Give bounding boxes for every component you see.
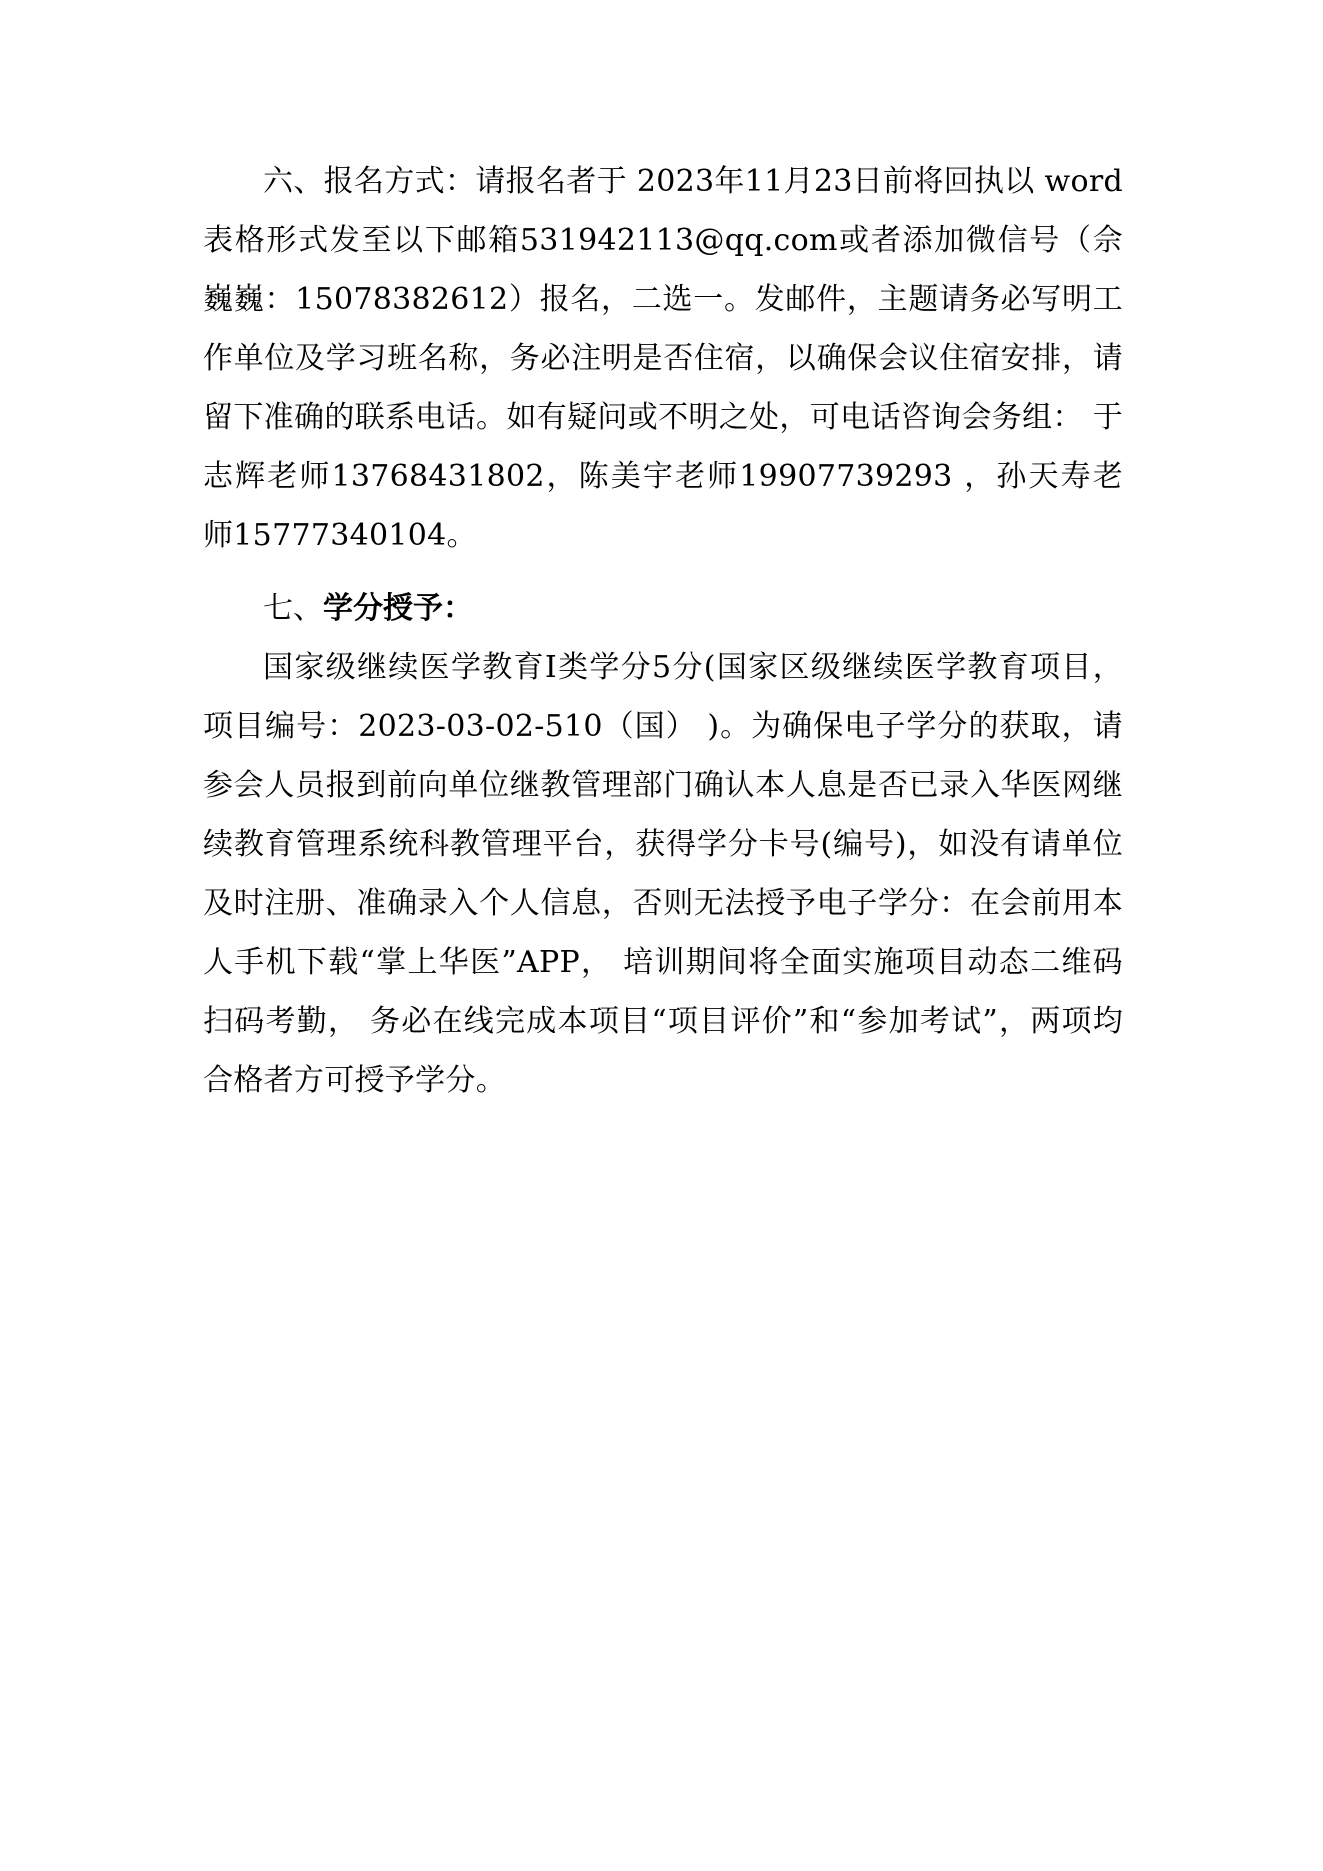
registration-method-paragraph: 六、报名方式：请报名者于 2023年11月23日前将回执以 word表格形式发至以下邮箱531942113@qq.com或者添加微信号（佘巍巍：15078382612）报名，二选一。发邮件，主题请务必写明工作单位及学习班名称，务必注明是否住宿，以确保会议住宿安排，请留下准确的联系电话。如有疑问或不明之处，可电话咨询会务组： 于志辉老师13768431802，陈美宇老师19907739293 ，孙天寿老师15777340104。 bbox=[203, 164, 1123, 553]
credit-award-heading-number: 七、 bbox=[263, 591, 323, 626]
credit-award-heading bbox=[203, 579, 1123, 638]
credit-award-heading-title: 学分授予： bbox=[323, 591, 473, 626]
credit-award-paragraph: 国家级继续医学教育Ⅰ类学分5分(国家区级继续医学教育项目，项目编号：2023-03-02-510（国） )。为确保电子学分的获取，请参会人员报到前向单位继教管理部门确认本人息是否已录入华医网继续教育管理系统科教管理平台，获得学分卡号(编号)，如没有请单位及时注册、准确录入个人信息，否则无法授予电子学分：在会前用本人手机下载“掌上华医”APP， 培训期间将全面实施项目动态二维码扫码考勤， 务必在线完成本项目“项目评价”和“参加考试”，两项均合格者方可授予学分。 bbox=[203, 650, 1123, 1098]
document-body bbox=[203, 152, 1123, 1110]
